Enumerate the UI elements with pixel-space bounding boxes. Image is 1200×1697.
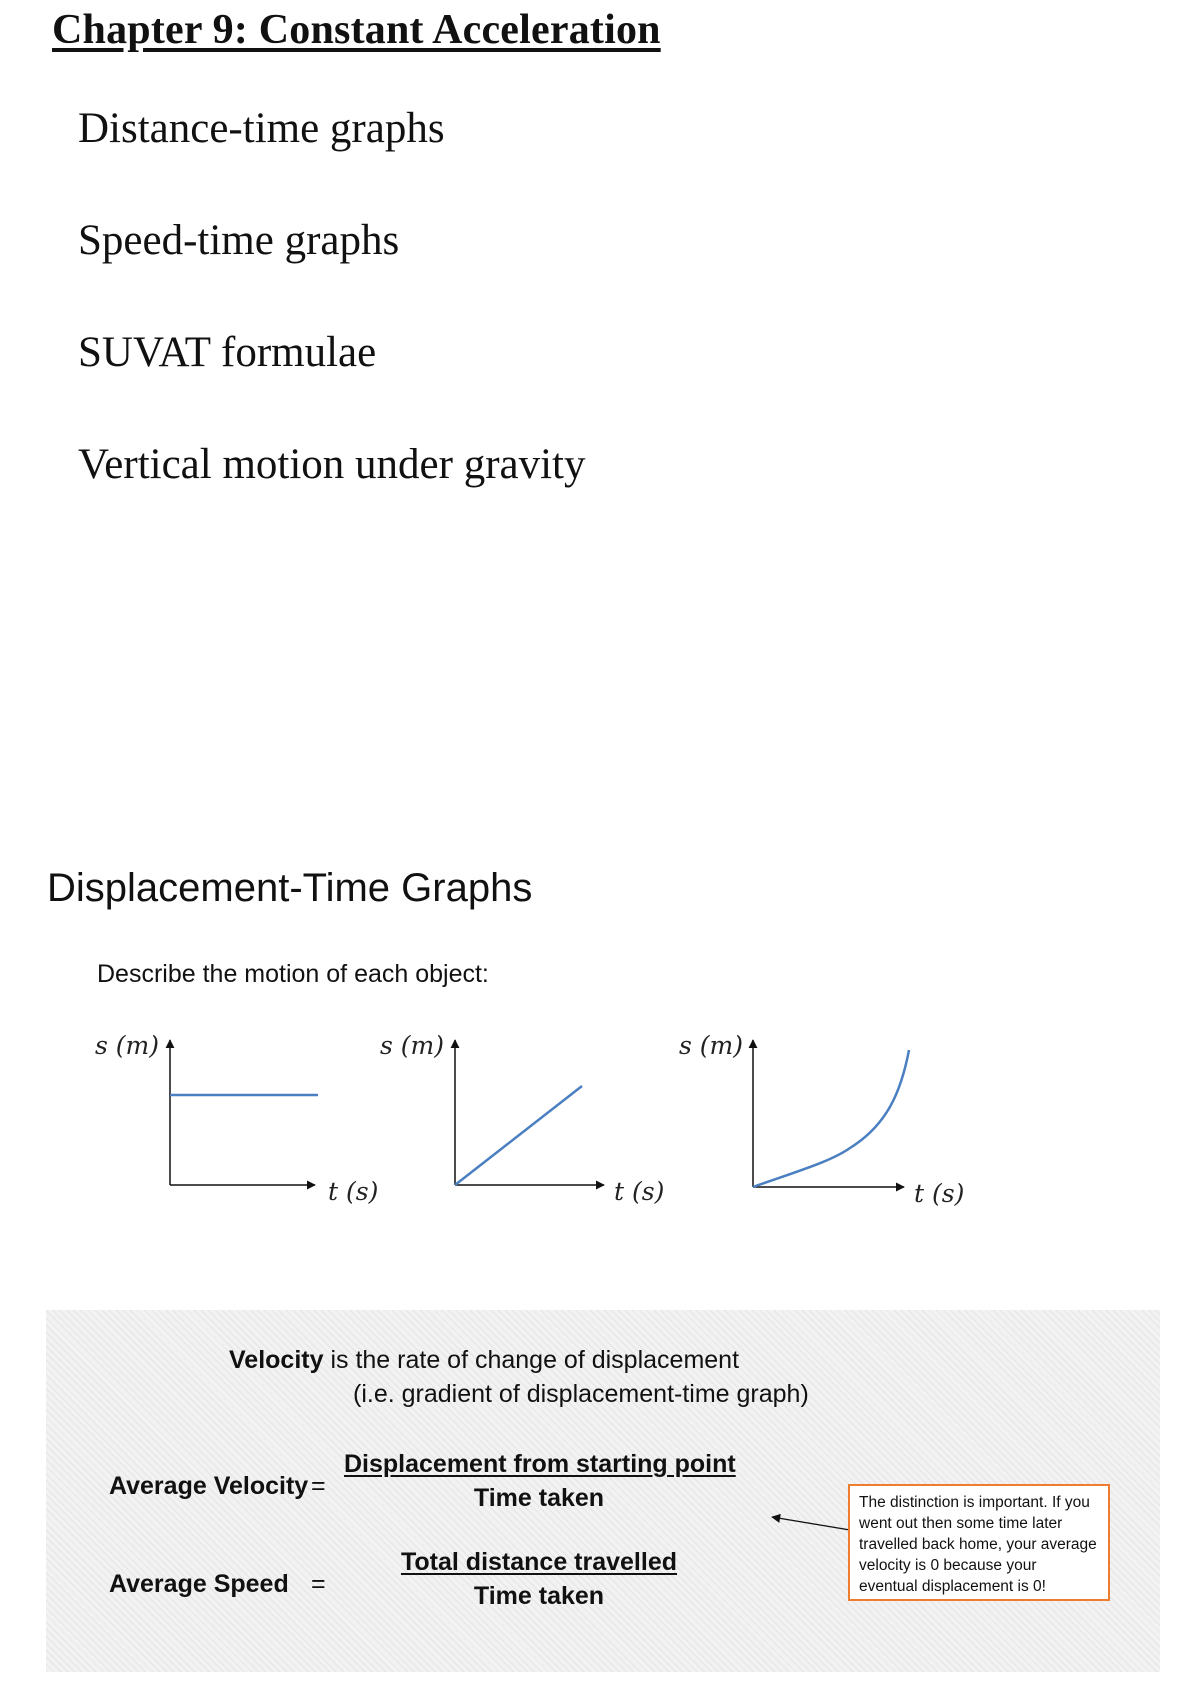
note-box: The distinction is important. If you went out then some time later travelled back home, your average velocity is 0 because your eventual displacement is 0! [848, 1484, 1110, 1601]
avg-speed-equals: = [311, 1570, 326, 1598]
topic-item: Distance-time graphs [78, 105, 445, 152]
graph-accelerating-displacement [675, 1030, 985, 1220]
avg-velocity-equals: = [311, 1472, 326, 1500]
y-axis-label: s (m) [95, 1031, 159, 1060]
x-axis-label: t (s) [614, 1177, 665, 1206]
velocity-definition [229, 1346, 739, 1375]
avg-velocity-denominator: Time taken [473, 1484, 605, 1512]
graph-linear-displacement [375, 1030, 685, 1220]
instruction-text: Describe the motion of each object: [97, 960, 489, 988]
section-title: Displacement-Time Graphs [47, 866, 533, 910]
x-axis-label: t (s) [914, 1179, 965, 1208]
avg-speed-label: Average Speed [109, 1570, 289, 1598]
avg-velocity-numerator: Displacement from starting point [344, 1450, 736, 1478]
topic-item: SUVAT formulae [78, 329, 377, 376]
velocity-definition-text: is the rate of change of displacement [323, 1346, 740, 1374]
avg-speed-numerator: Total distance travelled [400, 1548, 677, 1576]
x-axis-label: t (s) [328, 1177, 379, 1206]
topic-item: Vertical motion under gravity [78, 441, 586, 488]
chapter-title: Chapter 9: Constant Acceleration [52, 7, 661, 53]
graph-constant-displacement [90, 1030, 400, 1220]
avg-velocity-label: Average Velocity [109, 1472, 309, 1500]
y-axis-label: s (m) [679, 1031, 743, 1060]
note-arrow [760, 1505, 860, 1545]
displacement-curve [753, 1050, 909, 1187]
topic-item: Speed-time graphs [78, 217, 400, 264]
y-axis-label: s (m) [380, 1031, 444, 1060]
avg-speed-denominator: Time taken [473, 1582, 605, 1610]
velocity-term: Velocity [229, 1346, 324, 1374]
velocity-note: (i.e. gradient of displacement-time graph) [353, 1380, 809, 1408]
displacement-curve [455, 1086, 582, 1185]
